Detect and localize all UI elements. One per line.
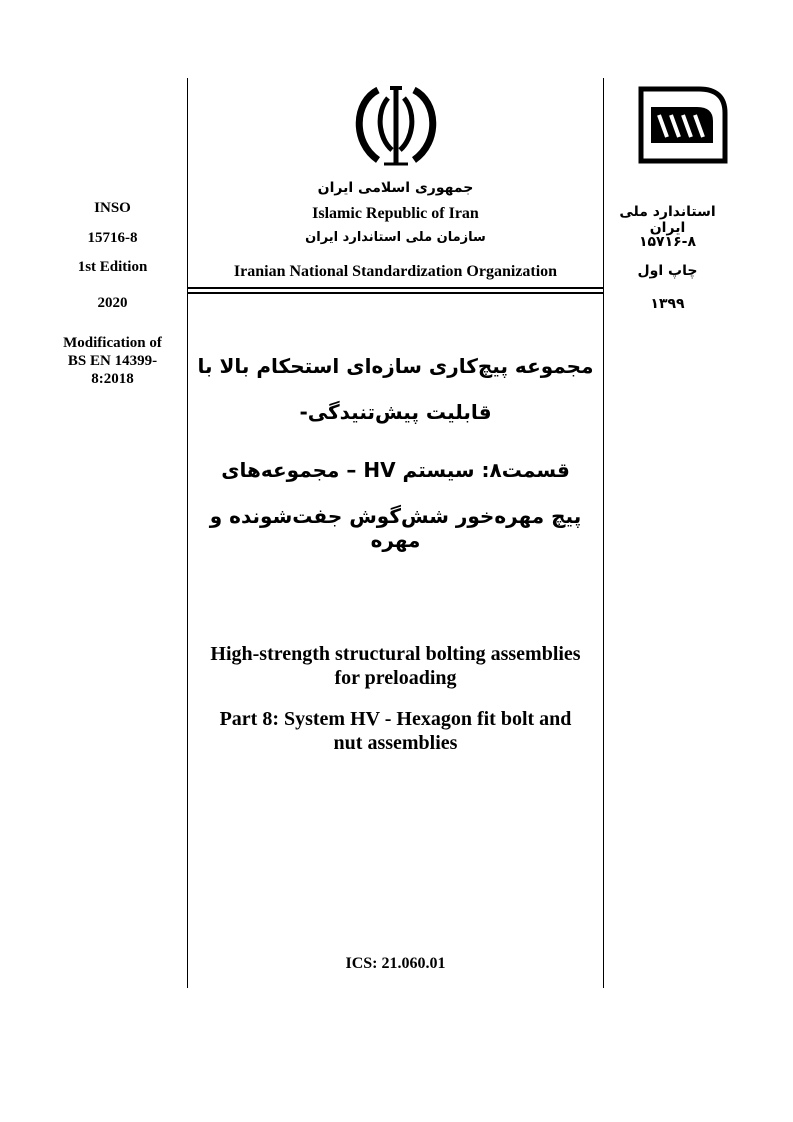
left-org: INSO	[94, 200, 131, 216]
left-modification	[40, 334, 185, 388]
right-divider	[603, 78, 604, 988]
title-fa-line3: قسمت۸: سیستم HV – مجموعه‌های	[221, 458, 570, 482]
title-en-line4: nut assemblies	[333, 732, 458, 754]
modification-line: BS EN 14399-	[67, 353, 158, 369]
left-year: 2020	[97, 295, 128, 311]
emblem-icon	[348, 84, 444, 168]
title-en-line3: Part 8: System HV - Hexagon fit bolt and	[219, 708, 572, 730]
title-en-line2: for preloading	[334, 667, 457, 689]
title-fa-line4: پیچ مهره‌خور شش‌گوش جفت‌شونده و مهره	[209, 504, 582, 552]
header-rule-bottom	[187, 292, 604, 294]
right-year: ۱۳۹۹	[650, 296, 685, 312]
title-en-line1: High-strength structural bolting assemblies	[210, 643, 581, 665]
header-fa-republic: جمهوری اسلامی ایران	[317, 180, 474, 196]
right-number: ۱۵۷۱۶-۸	[638, 234, 697, 250]
header-fa-org: سازمان ملی استاندارد ایران	[305, 230, 486, 245]
modification-line: 8:2018	[91, 371, 134, 387]
modification-line: Modification of	[63, 335, 162, 351]
header-rule-top	[187, 287, 604, 289]
isiri-logo	[637, 85, 729, 165]
title-fa-line1: مجموعه پیچ‌کاری سازه‌ای استحکام بالا با	[197, 354, 594, 378]
left-edition: 1st Edition	[77, 259, 148, 275]
right-title: استاندارد ملی ایران	[619, 204, 716, 236]
left-number: 15716-8	[87, 230, 138, 246]
header-en-republic: Islamic Republic of Iran	[312, 205, 479, 222]
header-en-org: Iranian National Standardization Organization	[233, 263, 558, 280]
right-edition: چاپ اول	[637, 263, 698, 279]
ics-code: ICS: 21.060.01	[345, 955, 446, 972]
title-fa-line2: قابلیت پیش‌تنیدگی-	[299, 400, 492, 424]
